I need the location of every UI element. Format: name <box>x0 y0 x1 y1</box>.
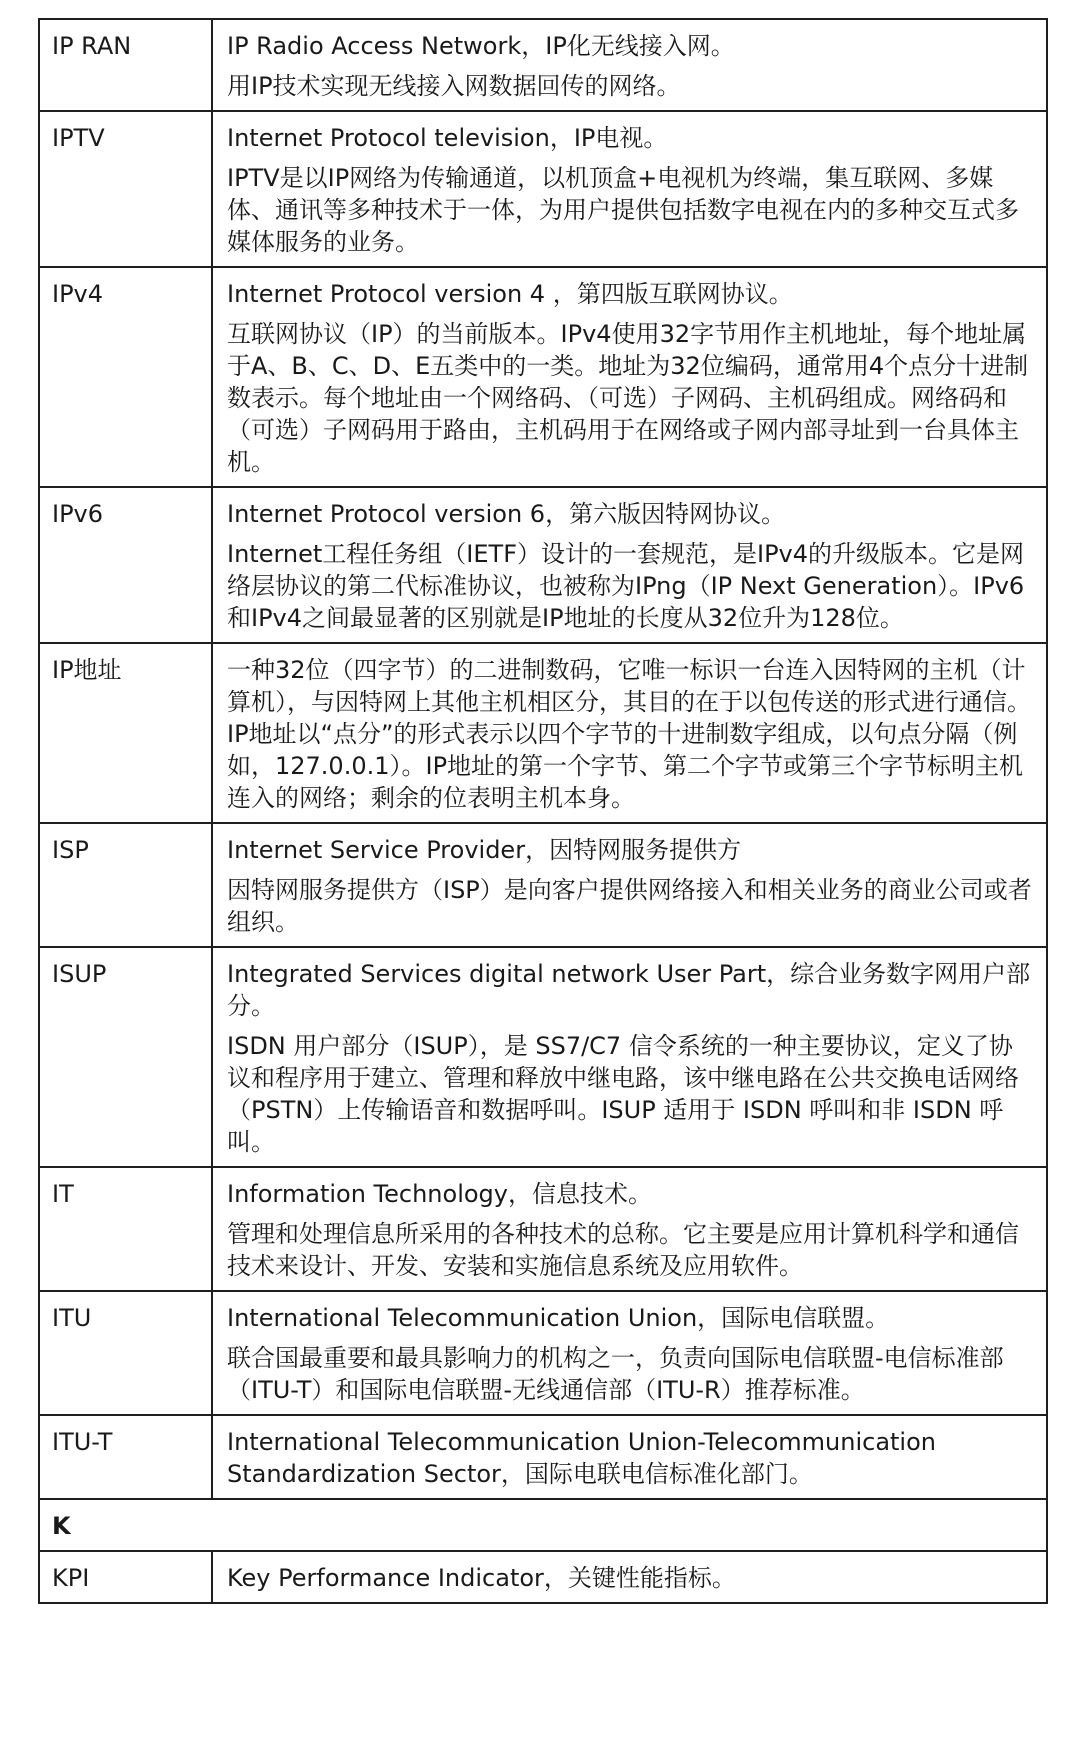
definition-cell <box>212 1291 1047 1415</box>
term-label: ITU <box>52 1304 92 1332</box>
term-label: IPv4 <box>52 280 104 308</box>
term-label: ITU-T <box>52 1428 113 1456</box>
term-cell <box>39 947 212 1167</box>
definition-line: Information Technology，信息技术。 <box>227 1180 652 1208</box>
definition-cell <box>212 947 1047 1167</box>
definition-line: IP Radio Access Network，IP化无线接入网。 <box>227 32 735 60</box>
term-cell <box>39 1291 212 1415</box>
term-label: KPI <box>52 1564 90 1592</box>
term-cell <box>39 1551 212 1603</box>
term-cell <box>39 19 212 111</box>
term-cell <box>39 487 212 643</box>
glossary-body <box>39 19 1047 1603</box>
definition-cell <box>212 1551 1047 1603</box>
definition-line: 用IP技术实现无线接入网数据回传的网络。 <box>227 72 681 100</box>
table-row <box>39 111 1047 267</box>
definition-cell <box>212 267 1047 487</box>
term-label: ISP <box>52 836 89 864</box>
term-cell <box>39 643 212 823</box>
definition-cell <box>212 1415 1047 1499</box>
definition-line: Internet Protocol version 4 ，第四版互联网协议。 <box>227 280 793 308</box>
glossary-table <box>38 18 1048 1604</box>
definition-cell <box>212 487 1047 643</box>
definition-line: International Telecommunication Union，国际电信联盟。 <box>227 1304 890 1332</box>
term-label: IPv6 <box>52 500 104 528</box>
table-row <box>39 823 1047 947</box>
table-row <box>39 1291 1047 1415</box>
table-row <box>39 487 1047 643</box>
term-label: IT <box>52 1180 74 1208</box>
definition-line: Key Performance Indicator，关键性能指标。 <box>227 1564 736 1592</box>
definition-line: 因特网服务提供方（ISP）是向客户提供网络接入和相关业务的商业公司或者组织。 <box>227 876 1032 936</box>
term-cell <box>39 1167 212 1291</box>
term-cell <box>39 1415 212 1499</box>
definition-line: Internet工程任务组（IETF）设计的一套规范，是IPv4的升级版本。它是网络层协议的第二代标准协议，也被称为IPng（IP Next Generation）。IPv6和IPv4之间最显著的区别就是IP地址的长度从32位升为128位。 <box>227 540 1025 632</box>
definition-line: 一种32位（四字节）的二进制数码，它唯一标识一台连入因特网的主机（计算机），与因特网上其他主机相区分，其目的在于以包传送的形式进行通信。IP地址以“点分”的形式表示以四个字节的十进制数字组成，以句点分隔（例如，127.0.0.1）。IP地址的第一个字节、第二个字节或第三个字节标明主机连入的网络；剩余的位表明主机本身。 <box>227 656 1031 812</box>
definition-line: Internet Protocol version 6，第六版因特网协议。 <box>227 500 786 528</box>
definition-line: Internet Service Provider，因特网服务提供方 <box>227 836 742 864</box>
term-cell <box>39 823 212 947</box>
term-cell <box>39 267 212 487</box>
section-row <box>39 1499 1047 1551</box>
term-label: ISUP <box>52 960 107 988</box>
definition-line: 联合国最重要和最具影响力的机构之一，负责向国际电信联盟-电信标准部 （ITU-T）和国际电信联盟-无线通信部（ITU-R）推荐标准。 <box>227 1344 1004 1404</box>
table-row <box>39 643 1047 823</box>
definition-cell <box>212 111 1047 267</box>
definition-cell <box>212 19 1047 111</box>
table-row <box>39 947 1047 1167</box>
definition-line: International Telecommunication Union-Telecommunication Standardization Sector，国际电联电信标准化部门。 <box>227 1428 936 1488</box>
definition-line: IPTV是以IP网络为传输通道，以机顶盒+电视机为终端，集互联网、多媒体、通讯等多种技术于一体，为用户提供包括数字电视在内的多种交互式多媒体服务的业务。 <box>227 164 1019 256</box>
definition-cell <box>212 823 1047 947</box>
definition-line: ISDN 用户部分（ISUP），是 SS7/C7 信令系统的一种主要协议，定义了协议和程序用于建立、管理和释放中继电路，该中继电路在公共交换电话网络（PSTN）上传输语音和数据呼叫。ISUP 适用于 ISDN 呼叫和非 ISDN 呼叫。 <box>227 1032 1019 1156</box>
section-letter: K <box>52 1512 71 1540</box>
definition-line: Internet Protocol television，IP电视。 <box>227 124 668 152</box>
definition-line: 互联网协议（IP）的当前版本。IPv4使用32字节用作主机地址，每个地址属于A、B、C、D、E五类中的一类。地址为32位编码，通常用4个点分十进制数表示。每个地址由一个网络码、（可选）子网码、主机码组成。网络码和（可选）子网码用于路由，主机码用于在网络或子网内部寻址到一台具体主机。 <box>227 320 1029 476</box>
definition-cell <box>212 1167 1047 1291</box>
term-label: IPTV <box>52 124 105 152</box>
table-row <box>39 19 1047 111</box>
table-row <box>39 267 1047 487</box>
term-label: IP地址 <box>52 656 122 684</box>
table-row <box>39 1551 1047 1603</box>
table-row <box>39 1415 1047 1499</box>
definition-cell <box>212 643 1047 823</box>
section-header-cell <box>39 1499 1047 1551</box>
definition-line: 管理和处理信息所采用的各种技术的总称。它主要是应用计算机科学和通信技术来设计、开发、安装和实施信息系统及应用软件。 <box>227 1220 1019 1280</box>
table-row <box>39 1167 1047 1291</box>
term-label: IP RAN <box>52 32 132 60</box>
definition-line: Integrated Services digital network User Part，综合业务数字网用户部分。 <box>227 960 1031 1020</box>
term-cell <box>39 111 212 267</box>
